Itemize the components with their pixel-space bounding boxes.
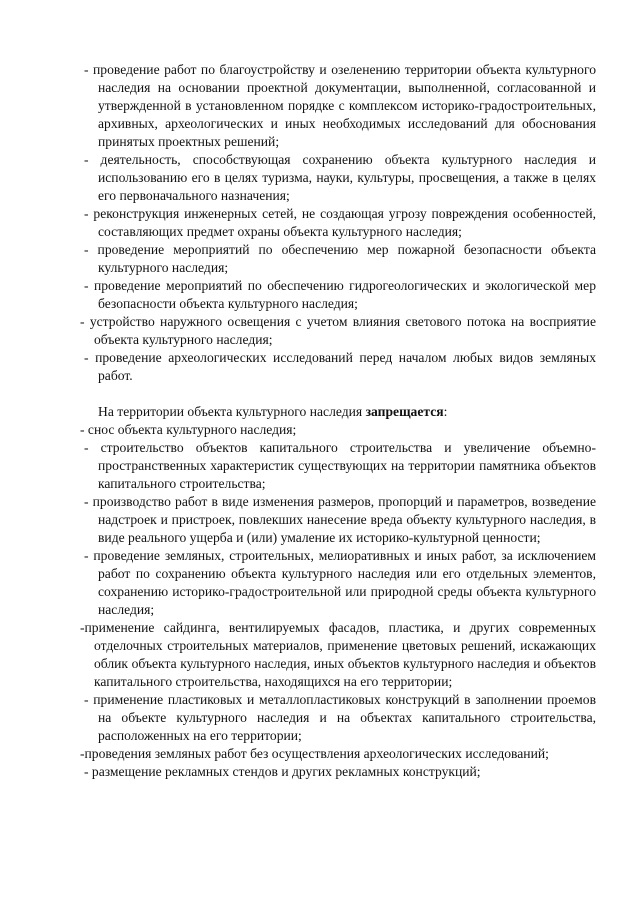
document-body: [80, 61, 596, 781]
prohibited-intro-bold: запрещается: [365, 404, 444, 419]
allowed-activities-list: [80, 61, 596, 385]
prohibited-activities-list: [80, 421, 596, 781]
list-item: - проведение мероприятий по обеспечению мер пожарной безопасности объекта культурного наследия;: [84, 242, 596, 275]
list-item: - проведение работ по благоустройству и озеленению территории объекта культурного наследия на основании проектной документации, выполненной, согласованной и утвержденной в установленном порядке с комплексом историко-градостроительных, архивных, археологических и иных необходимых исследований для обоснования принятых проектных решений;: [84, 62, 596, 149]
list-item: - реконструкция инженерных сетей, не создающая угрозу повреждения особенностей, составляющих предмет охраны объекта культурного наследия;: [84, 206, 596, 239]
paragraph-spacer: [84, 385, 596, 403]
list-item: - деятельность, способствующая сохранению объекта культурного наследия и использованию его в целях туризма, науки, культуры, просвещения, а также в целях его первоначального назначения;: [84, 152, 596, 203]
list-item: - проведение мероприятий по обеспечению гидрогеологических и экологической мер безопасности объекта культурного наследия;: [84, 278, 596, 311]
list-item: - производство работ в виде изменения размеров, пропорций и параметров, возведение надстроек и пристроек, повлекших нанесение вреда объекту культурного наследия, в виде реального ущерба и (или) умаление их историко-культурной ценности;: [84, 494, 596, 545]
list-item: - снос объекта культурного наследия;: [80, 422, 297, 437]
prohibited-intro: [84, 403, 596, 421]
list-item: -проведения земляных работ без осуществления археологических исследований;: [80, 746, 549, 761]
list-item: - применение пластиковых и металлопластиковых конструкций в заполнении проемов на объекте культурного наследия и на объектах капитального строительства, расположенных на его территории;: [84, 692, 596, 743]
list-item: - устройство наружного освещения с учетом влияния светового потока на восприятие объекта культурного наследия;: [80, 314, 596, 347]
list-item: - размещение рекламных стендов и других рекламных конструкций;: [84, 764, 481, 779]
list-item: -применение сайдинга, вентилируемых фасадов, пластика, и других современных отделочных строительных материалов, применение цветовых решений, искажающих облик объекта культурного наследия, иных объектов культурного наследия и объектов капитального строительства, находящихся на его территории;: [80, 620, 596, 689]
prohibited-intro-text: На территории объекта культурного наследия: [98, 404, 366, 419]
prohibited-intro-tail: :: [443, 404, 448, 419]
list-item: - строительство объектов капитального строительства и увеличение объемно-пространственных характеристик существующих на территории памятника объектов капитального строительства;: [84, 440, 596, 491]
list-item: - проведение земляных, строительных, мелиоративных и иных работ, за исключением работ по сохранению объекта культурного наследия или его отдельных элементов, сохранению историко-градостроительной или природной среды объекта культурного наследия;: [84, 548, 596, 617]
list-item: - проведение археологических исследований перед началом любых видов земляных работ.: [84, 350, 596, 383]
